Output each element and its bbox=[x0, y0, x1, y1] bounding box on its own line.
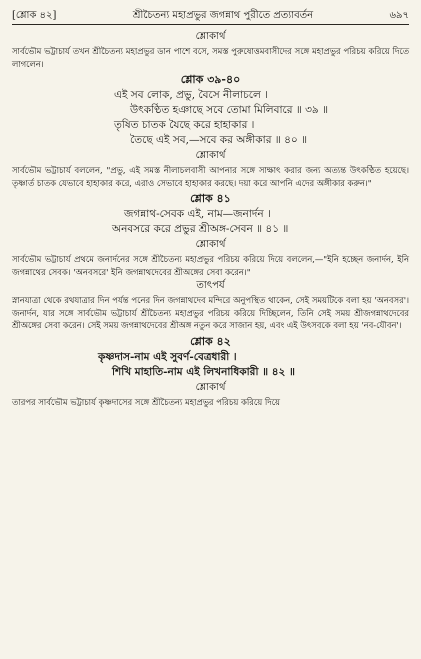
verse-line: এই সব লোক, প্রভু, বৈসে নীলাচলে । bbox=[114, 89, 268, 101]
section-label-purport: তাৎপর্য bbox=[196, 280, 225, 291]
header-verse-ref: [শ্লোক ৪২] bbox=[12, 10, 57, 21]
section-label-translation-3: শ্লোকার্থ bbox=[195, 239, 226, 250]
verse-line: জগন্নাথ-সেবক এই, নাম—জনার্দন । bbox=[124, 208, 271, 220]
verse-heading-41: শ্লোক ৪১ bbox=[190, 192, 231, 205]
section-label-translation-4: শ্লোকার্থ bbox=[195, 381, 226, 393]
translation-paragraph-1: সার্বভৌম ভট্টাচার্য তখন শ্রীচৈতন্য মহাপ্রভুর ডান পাশে বসে, সমস্ত পুরুষোত্তমবাসীদের সঙ্গে মহাপ্রভুর পরিচয় করিয়ে দিতে লাগলেন। bbox=[12, 46, 409, 69]
verse-line: তৃষিত চাতক যৈছে করে হাহাকার । bbox=[114, 119, 255, 131]
translation-paragraph-2: সার্বভৌম ভট্টাচার্য বললেন, "প্রভু, এই সমস্ত নীলাচলবাসী আপনার সঙ্গে সাক্ষাৎ করার জন্য অত্যন্ত উৎকণ্ঠিত হয়েছে। তৃষ্ণার্ত চাতক যেভাবে হাহাকার করে, এরাও সেভাবে হাহাকার করছে। দয়া করে আপনি এদের অঙ্গীকার করুন।" bbox=[12, 165, 409, 188]
verse-line: উৎকণ্ঠিত হঞাছে সবে তোমা মিলিবারে ॥ ৩৯ ॥ bbox=[130, 104, 329, 116]
section-label-translation-2: শ্লোকার্থ bbox=[195, 150, 226, 161]
running-header bbox=[12, 6, 409, 22]
section-label-translation-1: শ্লোকার্থ bbox=[195, 31, 226, 42]
header-chapter-title: শ্রীচৈতন্য মহাপ্রভুর জগন্নাথ পুরীতে প্রত্যাবর্তন bbox=[132, 10, 314, 21]
translation-paragraph-3: সার্বভৌম ভট্টাচার্য প্রথমে জনার্দনের সঙ্গে শ্রীচৈতন্য মহাপ্রভুর পরিচয় করিয়ে দিয়ে বললেন,—"ইনি হচ্ছেন জনার্দন, ইনি জগন্নাথের সেবক। 'অনবসরে' ইনি জগন্নাথদেবের শ্রীঅঙ্গের সেবা করেন।" bbox=[12, 254, 409, 277]
page-number: ৬৯৭ bbox=[389, 10, 409, 21]
verse-heading-42: শ্লোক ৪২ bbox=[190, 334, 231, 348]
purport-paragraph: স্নানযাত্রা থেকে রথযাত্রার দিন পর্যন্ত পনের দিন জগন্নাথদেব মন্দিরে অনুপস্থিত থাকেন, সেই সময়টিকে বলা হয় 'অনবসর'। জনার্দন, যার সঙ্গে সার্বভৌম ভট্টাচার্য শ্রীচৈতন্য মহাপ্রভুর পরিচয় করিয়ে দিচ্ছিলেন, তিনি সেই সময় শ্রীজগন্নাথদেবের শ্রীঅঙ্গের সেবা করেন। সেই সময় জগন্নাথদেবের শ্রীঅঙ্গ নতুন করে সাজান হয়, এবং এই উৎসবকে বলা হয় 'নব-যৌবন'। bbox=[12, 295, 409, 330]
verse-line: শিখি মাহাতি-নাম এই লিখনাধিকারী ॥ ৪২ ॥ bbox=[112, 365, 295, 378]
header-rule bbox=[12, 24, 409, 25]
verse-line: তৈছে এই সব,—সবে কর অঙ্গীকার ॥ ৪০ ॥ bbox=[130, 134, 308, 146]
verse-heading-39-40: শ্লোক ৩৯-৪০ bbox=[180, 73, 241, 86]
translation-paragraph-4: তারপর সার্বভৌম ভট্টাচার্য কৃষ্ণদাসের সঙ্গে শ্রীচৈতন্য মহাপ্রভুর পরিচয় করিয়ে দিয়ে bbox=[12, 396, 280, 407]
verse-line: অনবসরে করে প্রভুর শ্রীঅঙ্গ-সেবন ॥ ৪১ ॥ bbox=[112, 223, 289, 235]
verse-line: কৃষ্ণদাস-নাম এই সুবর্ণ-বেত্রধারী । bbox=[98, 350, 237, 363]
